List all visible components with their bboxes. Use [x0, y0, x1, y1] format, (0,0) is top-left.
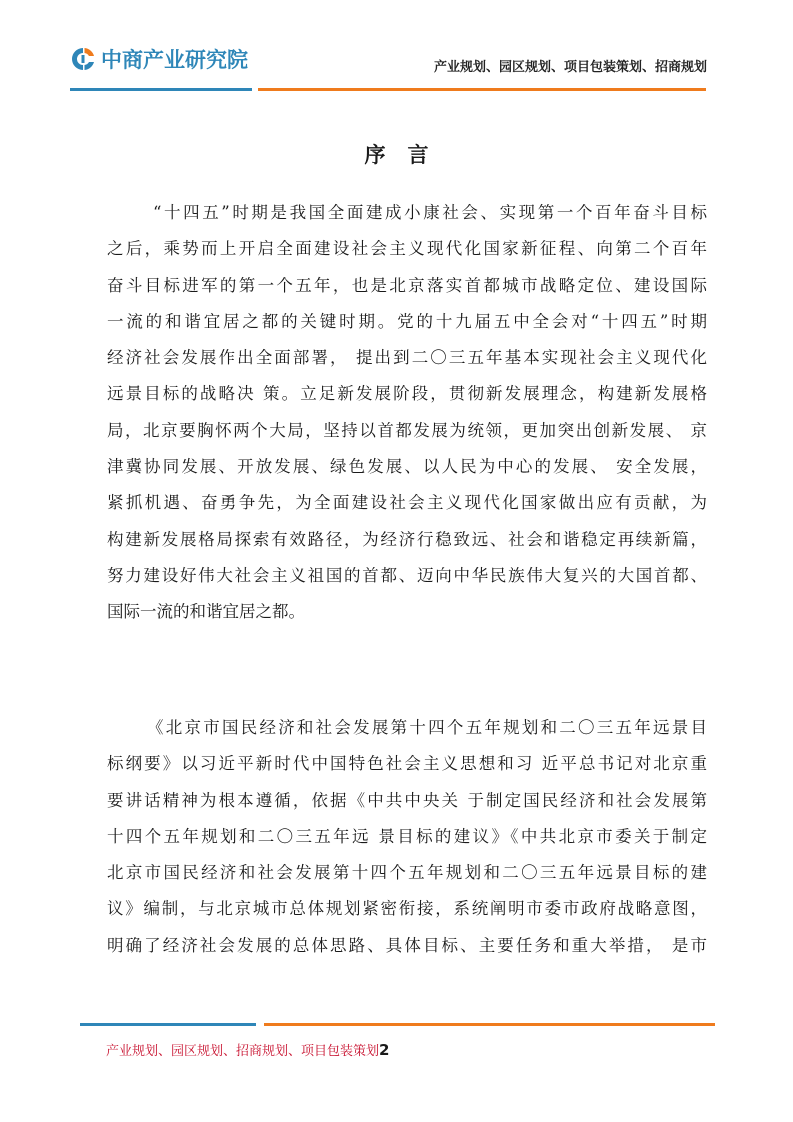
logo-mark-icon: [70, 46, 96, 72]
company-logo: [70, 44, 248, 74]
text-line: 议》编制，与北京城市总体规划紧密衔接，系统阐明市委市政府战略意图，: [107, 899, 707, 919]
text-line: 明确了经济社会发展的总体思路、具体目标、主要任务和重大举措， 是市: [107, 935, 707, 955]
text-line: 奋斗目标进军的第一个五年，也是北京落实首都城市战略定位、建设国际: [107, 275, 707, 295]
preface-paragraph-2: [107, 710, 707, 964]
text-line: 十四个五年规划和二〇三五年远 景目标的建议》《中共北京市委关于制定: [107, 826, 707, 846]
text-line: 之后，乘势而上开启全面建设社会主义现代化国家新征程、向第二个百年: [107, 239, 707, 259]
text-line: 局，北京要胸怀两个大局，坚持以首都发展为统领，更加突出创新发展、 京: [107, 420, 707, 440]
text-line: 远景目标的战略决 策。立足新发展阶段，贯彻新发展理念，构建新发展格: [107, 384, 707, 404]
text-line: 国际一流的和谐宜居之都。: [107, 602, 305, 622]
page-header: [0, 0, 793, 100]
footer-rule-blue: [80, 1023, 256, 1026]
text-line: 经济社会发展作出全面部署， 提出到二〇三五年基本实现社会主义现代化: [107, 348, 707, 368]
header-tagline: 产业规划、园区规划、项目包装策划、招商规划: [433, 60, 707, 75]
footer-rule-orange: [264, 1023, 715, 1026]
text-line: 北京市国民经济和社会发展第十四个五年规划和二〇三五年远景目标的建: [107, 863, 707, 883]
header-rule-blue: [70, 88, 252, 91]
text-line: 标纲要》以习近平新时代中国特色社会主义思想和习 近平总书记对北京重: [107, 754, 707, 774]
text-line: 努力建设好伟大社会主义祖国的首都、迈向中华民族伟大复兴的大国首都、: [107, 565, 707, 585]
text-line: 一流的和谐宜居之都的关键时期。党的十九届五中全会对“十四五”时期: [107, 311, 707, 331]
logo-text: 中商产业研究院: [101, 48, 248, 72]
text-line: 《北京市国民经济和社会发展第十四个五年规划和二〇三五年远景目: [147, 718, 707, 737]
page-footer: [106, 1040, 389, 1059]
text-line: 紧抓机遇、奋勇争先，为全面建设社会主义现代化国家做出应有贡献，为: [107, 493, 707, 513]
text-line: “十四五”时期是我国全面建成小康社会、实现第一个百年奋斗目标: [153, 203, 707, 222]
text-line: 构建新发展格局探索有效路径，为经济行稳致远、社会和谐稳定再续新篇，: [107, 529, 707, 549]
preface-paragraph-1: [107, 195, 707, 631]
text-line: 要讲话精神为根本遵循，依据《中共中央关 于制定国民经济和社会发展第: [107, 790, 707, 810]
header-rule-orange: [258, 88, 706, 91]
page-number: 2: [379, 1041, 390, 1059]
page-title: 序言: [364, 143, 451, 167]
text-line: 津冀协同发展、开放发展、绿色发展、以人民为中心的发展、 安全发展，: [107, 457, 707, 477]
footer-tagline: 产业规划、园区规划、招商规划、项目包装策划: [106, 1044, 380, 1059]
